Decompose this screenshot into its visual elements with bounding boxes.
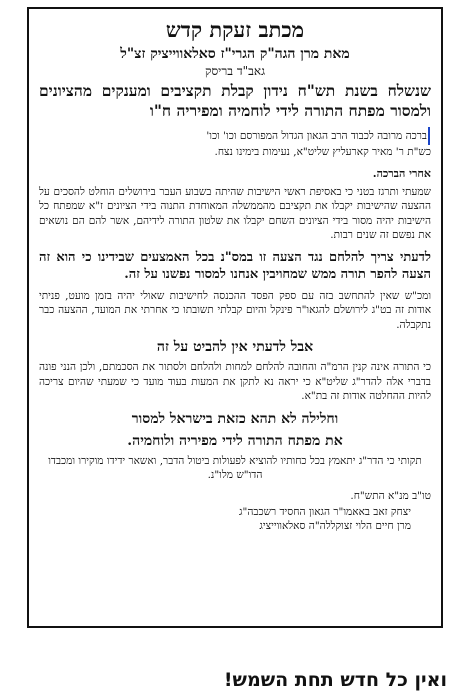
author-city: גאב"ד בריסק [204,64,266,78]
paragraph-2-bold: לדעתי צריך להלחם נגד הצעה זו במס"נ בכל האמצעים שבידינו כי הוא זה הצעה להפר תורה ממש שמחויבין אנחנו למסור נפשנו על זה. [39,249,431,282]
bold-line-2: את מפתח התורה לידי מפיריה ולוחמיה. [127,432,343,449]
letter-headline: שנשלח בשנת תש"ח נידון קבלת תקציבים ומענקים מהציונים ולמסור מפתח התורה לידי לוחמיה ומפיריה ח"ו [39,81,431,120]
greeting-line-2: כש"ת ר' מאיר קארעליץ שליט"א, נעימות בימינו נצח. [214,146,431,158]
center-statement: אבל לדעתי אין להביט על זה [156,339,314,355]
signature-line-2: מרן חיים הלוי זצוקללה"ה סאלאווייציג [259,519,411,532]
paragraph-4: כי התורה אינה קנין הרמ"ה והחובה להלחם למחות ולהלחם ולסתור את הסכמתם, ולכן הנני פונה בדברי אלה להדר"ג שליט"א כי יראה נא לתקן את המעות בעוד מועד כי שמעתי שהיום צריכה להיות ההחלטה אודות זה בת"א. [39,361,431,402]
caption: ואין כל חדש תחת השמש! [223,669,447,691]
bold-line-1: וחלילה לא תהא כזאת בישראל למסור [131,410,339,427]
paragraph-1: שמעתי ותרגז בטני כי באסיפת ראשי הישיבות שהיתה בשבוע העבר בירושלים הוחלט להסכים על ההצעה שהישיבות יקבלו את תקציבם מהממשלה המאוחדת התנוה בידי הציונים ז"א שמפתח כל הישיבות יהיה מסור בידי הציונים השחם יקבלו את שלטון התורה לידיהם, אשר להם הם נושאים את נפשם זה שנים רבות. [39,185,431,241]
letter-title: מכתב זעקת קדש [165,17,305,42]
greeting-line-1: ברכה מרובה לכבוד הרב הגאון הגדול המפורסם וכו' וכו' [206,130,427,142]
greeting [39,127,431,160]
letter-author: מאת מרן הגה"ק הגרי"ז סאלאווייציק זצ"ל [120,46,350,62]
letter-frame [27,7,443,628]
text-cursor-mark [428,127,430,145]
paragraph-3: ומכ"ש שאין להתחשב בזה עם ספק הפסד ההכנסה לחישיבות שאולי יהיה בזמן מועט, פניתי אודות זה בט"ג לירושלם להגאו"ר פינקל והיום קבלתי תשובתו כי אחרתי את המועד, ההצעה כבר נתקבלה. [39,289,431,331]
signature-line-1: יצחק זאב באאמו"ר הגאון החסיד רשכבה"ג [239,505,411,518]
after-blessing: אחרי הברכה. [372,166,431,180]
closing-paragraph: תקותי כי הדר"ג יתאמץ בכל כחותיו להוציא לפעולות ביטול הדבר, ואשאר ידידו מוקירו ומכבדו הדו"ש מלו"נ. [48,454,422,481]
letter-date: טו"ב מנ"א התש"ח. [350,489,431,502]
